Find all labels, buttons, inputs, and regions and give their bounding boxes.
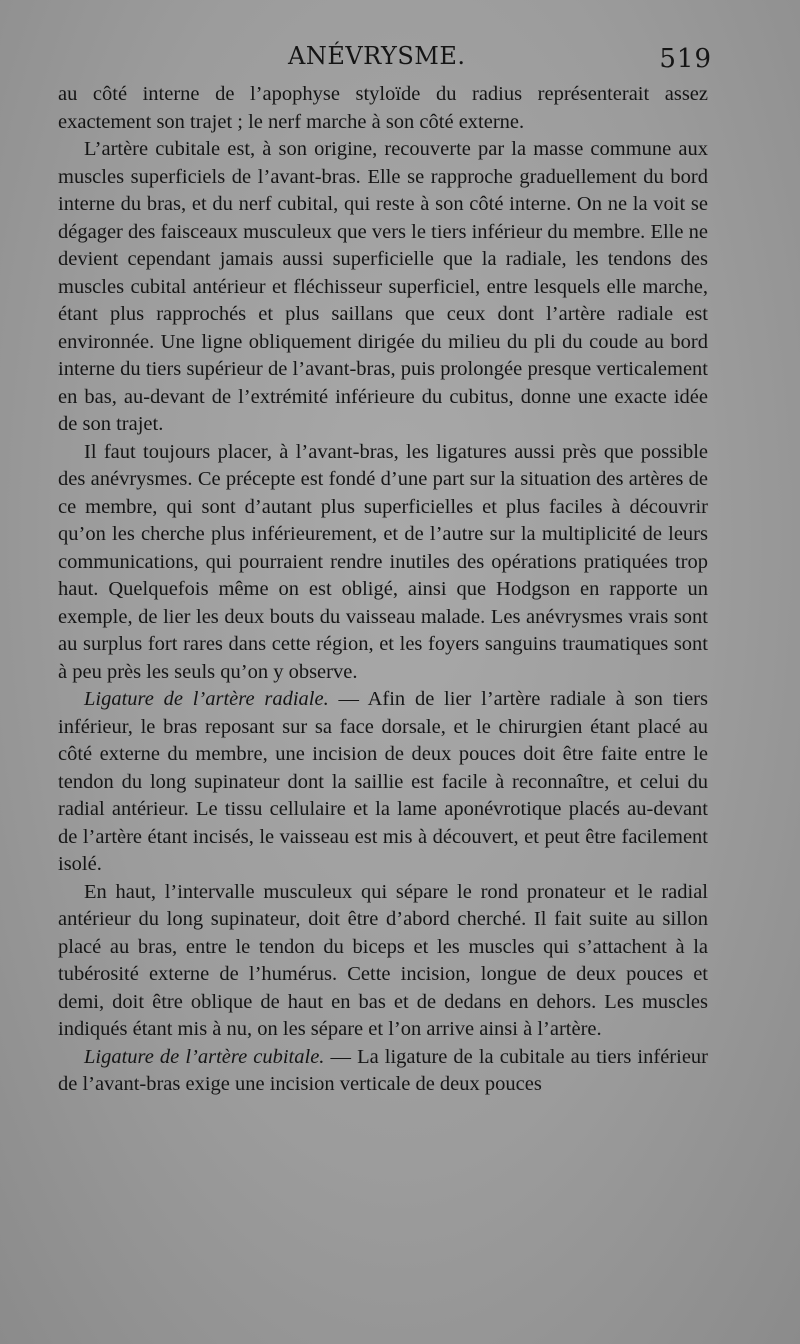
paragraph-text: — Afin de lier l’artère radiale à son tiers inférieur, le bras reposant sur sa face dorsale, et le chirurgien étant placé au côté externe du membre, une incision de deux pouces doit être faite entre le tendon du long supinateur dont la saillie est facile à reconnaître, et celui du radial antérieur. Le tissu cellulaire et la lame aponévrotique placés au-devant de l’artère étant incisés, le vaisseau est mis à découvert, et peut être facilement isolé.: [58, 688, 708, 875]
paragraph-text: En haut, l’intervalle musculeux qui sépare le rond pronateur et le radial antérieur du long supinateur, doit être d’abord cherché. Il fait suite au sillon placé au bras, entre le tendon du biceps et les muscles qui s’attachent à la tubérosité externe de l’humérus. Cette incision, longue de deux pouces et demi, doit être oblique de haut en bas et de dedans en dehors. Les muscles indiqués étant mis à nu, on les sépare et l’on arrive ainsi à l’artère.: [58, 880, 708, 1040]
paragraph-ligature-radiale: [58, 686, 708, 879]
page-number: 519: [659, 44, 712, 74]
section-heading: Ligature de l’artère radiale.: [84, 688, 329, 710]
paragraph-ligatures: [58, 439, 708, 687]
paragraph-en-haut: [58, 879, 708, 1044]
running-title: ANÉVRYSME.: [288, 42, 466, 70]
body-text: [58, 81, 708, 1099]
page-header: [58, 42, 712, 78]
paragraph-ligature-cubitale: [58, 1044, 708, 1099]
paragraph-text: — La ligature de la cubitale au tiers inférieur de l’avant-bras exige une incision verticale de deux pouces: [58, 1045, 708, 1095]
paragraph-text: L’artère cubitale est, à son origine, recouverte par la masse commune aux muscles superficiels de l’avant-bras. Elle se rapproche graduellement du bord interne du bras, et du nerf cubital, qui reste à son côté interne. On ne la voit se dégager des faisceaux musculeux que vers le tiers inférieur du membre. Elle ne devient cependant jamais aussi superficielle que la radiale, les tendons des muscles cubital antérieur et fléchisseur superficiel, entre lesquels elle marche, étant plus rapprochés et plus saillans que ceux dont l’artère radiale est environnée. Une ligne obliquement dirigée du milieu du pli du coude au bord interne du tiers supérieur de l’avant-bras, puis prolongée presque verticalement en bas, au-devant de l’extrémité inférieure du cubitus, donne une exacte idée de son trajet.: [58, 138, 708, 435]
paragraph-continuation: [58, 81, 708, 136]
section-heading: Ligature de l’artère cubitale.: [84, 1045, 325, 1068]
paragraph-text: Il faut toujours placer, à l’avant-bras, les ligatures aussi près que possible des anévrysmes. Ce précepte est fondé d’une part sur la situation des artères de ce membre, qui sont d’autant plus superficielles et plus faciles à découvrir qu’on les cherche plus inférieurement, et de l’autre sur la multiplicité de leurs communications, qui pourraient rendre inutiles des opérations pratiquées trop haut. Quelquefois même on est obligé, ainsi que Hodgson en rapporte un exemple, de lier les deux bouts du vaisseau malade. Les anévrysmes vrais sont au surplus fort rares dans cette région, et les foyers sanguins traumatiques sont à peu près les seuls qu’on y observe.: [58, 440, 708, 683]
paragraph-arterie-cubitale: [58, 136, 708, 439]
paragraph-text: au côté interne de l’apophyse styloïde du radius représenterait assez exactement son trajet ; le nerf marche à son côté externe.: [58, 83, 708, 133]
